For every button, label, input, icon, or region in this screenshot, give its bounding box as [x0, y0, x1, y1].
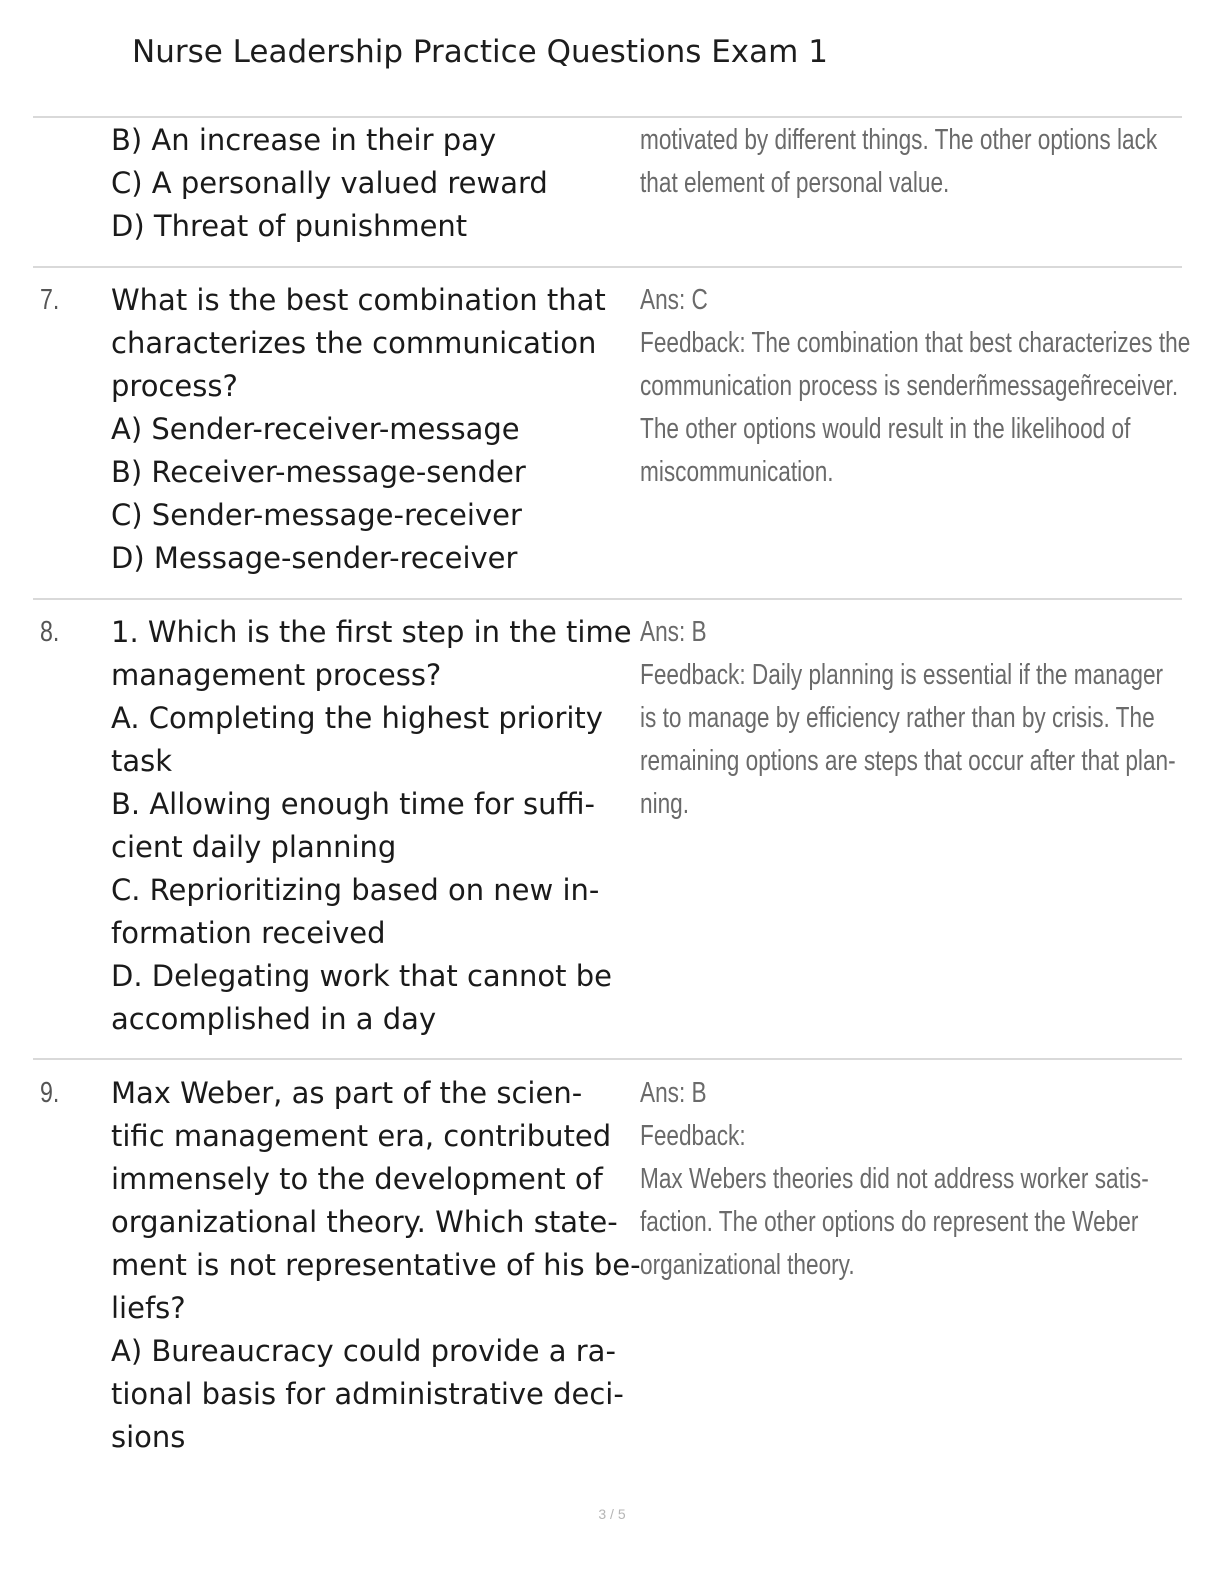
question-line: 1. Which is the first step in the time [111, 615, 632, 649]
divider [33, 1058, 1182, 1060]
feedback-line: communication process is senderñmessageñreceiver. [640, 370, 1179, 402]
answer-label: Ans: C [640, 284, 708, 316]
question-number: 7. [40, 284, 60, 316]
option-line: cient daily planning [111, 830, 397, 864]
option-line: D) Threat of punishment [111, 209, 468, 243]
question-line: Max Weber, as part of the scien- [111, 1076, 583, 1110]
option-line: D) Message-sender-receiver [111, 541, 518, 575]
answer-feedback [640, 1072, 1180, 1287]
question-line: tific management era, contributed [111, 1119, 612, 1153]
question-line: organizational theory. Which state- [111, 1205, 618, 1239]
option-line: A) Sender-receiver-message [111, 412, 520, 446]
answer-label: Ans: B [640, 616, 707, 648]
feedback-line: Max Webers theories did not address worker satis- [640, 1163, 1149, 1195]
feedback-line: is to manage by efficiency rather than by crisis. The [640, 702, 1155, 734]
option-line: A) Bureaucracy could provide a ra- [111, 1334, 616, 1368]
feedback-line: faction. The other options do represent the Weber [640, 1206, 1139, 1238]
feedback-line: that element of personal value. [640, 167, 950, 199]
feedback-line: miscommunication. [640, 456, 834, 488]
question-text [111, 279, 631, 580]
answer-feedback [640, 611, 1180, 826]
feedback-line: Feedback: Daily planning is essential if the manager [640, 659, 1164, 691]
divider [33, 116, 1182, 118]
option-line: A. Completing the highest priority [111, 701, 603, 735]
question-line: management process? [111, 658, 442, 692]
option-line: B. Allowing enough time for suffi- [111, 787, 595, 821]
option-line: C) Sender-message-receiver [111, 498, 522, 532]
option-line: D. Delegating work that cannot be [111, 959, 613, 993]
feedback-line: Feedback: [640, 1120, 746, 1152]
divider [33, 266, 1182, 268]
feedback-line: remaining options are steps that occur after that plan- [640, 745, 1176, 777]
question-line: ment is not representative of his be- [111, 1248, 641, 1282]
question-text [111, 611, 631, 1041]
question-number: 9. [40, 1077, 60, 1109]
question-line: process? [111, 369, 238, 403]
option-line: C) A personally valued reward [111, 166, 548, 200]
feedback-line: The other options would result in the likelihood of [640, 413, 1131, 445]
option-line: B) Receiver-message-sender [111, 455, 526, 489]
divider [33, 598, 1182, 600]
feedback-line: motivated by different things. The other options lack [640, 124, 1158, 156]
answer-feedback [640, 279, 1191, 494]
page-number: 3 / 5 [598, 1506, 626, 1522]
question-line: immensely to the development of [111, 1162, 603, 1196]
option-line: B) An increase in their pay [111, 123, 497, 157]
question-line: characterizes the communication [111, 326, 597, 360]
question-line: liefs? [111, 1291, 186, 1325]
option-line: tional basis for administrative deci- [111, 1377, 624, 1411]
answer-label: Ans: B [640, 1077, 707, 1109]
option-line: sions [111, 1420, 186, 1454]
question-text [111, 1072, 641, 1459]
question-line: What is the best combination that [111, 283, 606, 317]
option-line: accomplished in a day [111, 1002, 437, 1036]
question-options [111, 119, 631, 248]
option-line: task [111, 744, 173, 778]
answer-feedback [640, 119, 1180, 205]
feedback-line: Feedback: The combination that best characterizes the [640, 327, 1191, 359]
option-line: formation received [111, 916, 386, 950]
question-number: 8. [40, 616, 60, 648]
feedback-line: organizational theory. [640, 1249, 855, 1281]
page-title: Nurse Leadership Practice Questions Exam 1 [132, 34, 828, 70]
option-line: C. Reprioritizing based on new in- [111, 873, 600, 907]
feedback-line: ning. [640, 788, 690, 820]
